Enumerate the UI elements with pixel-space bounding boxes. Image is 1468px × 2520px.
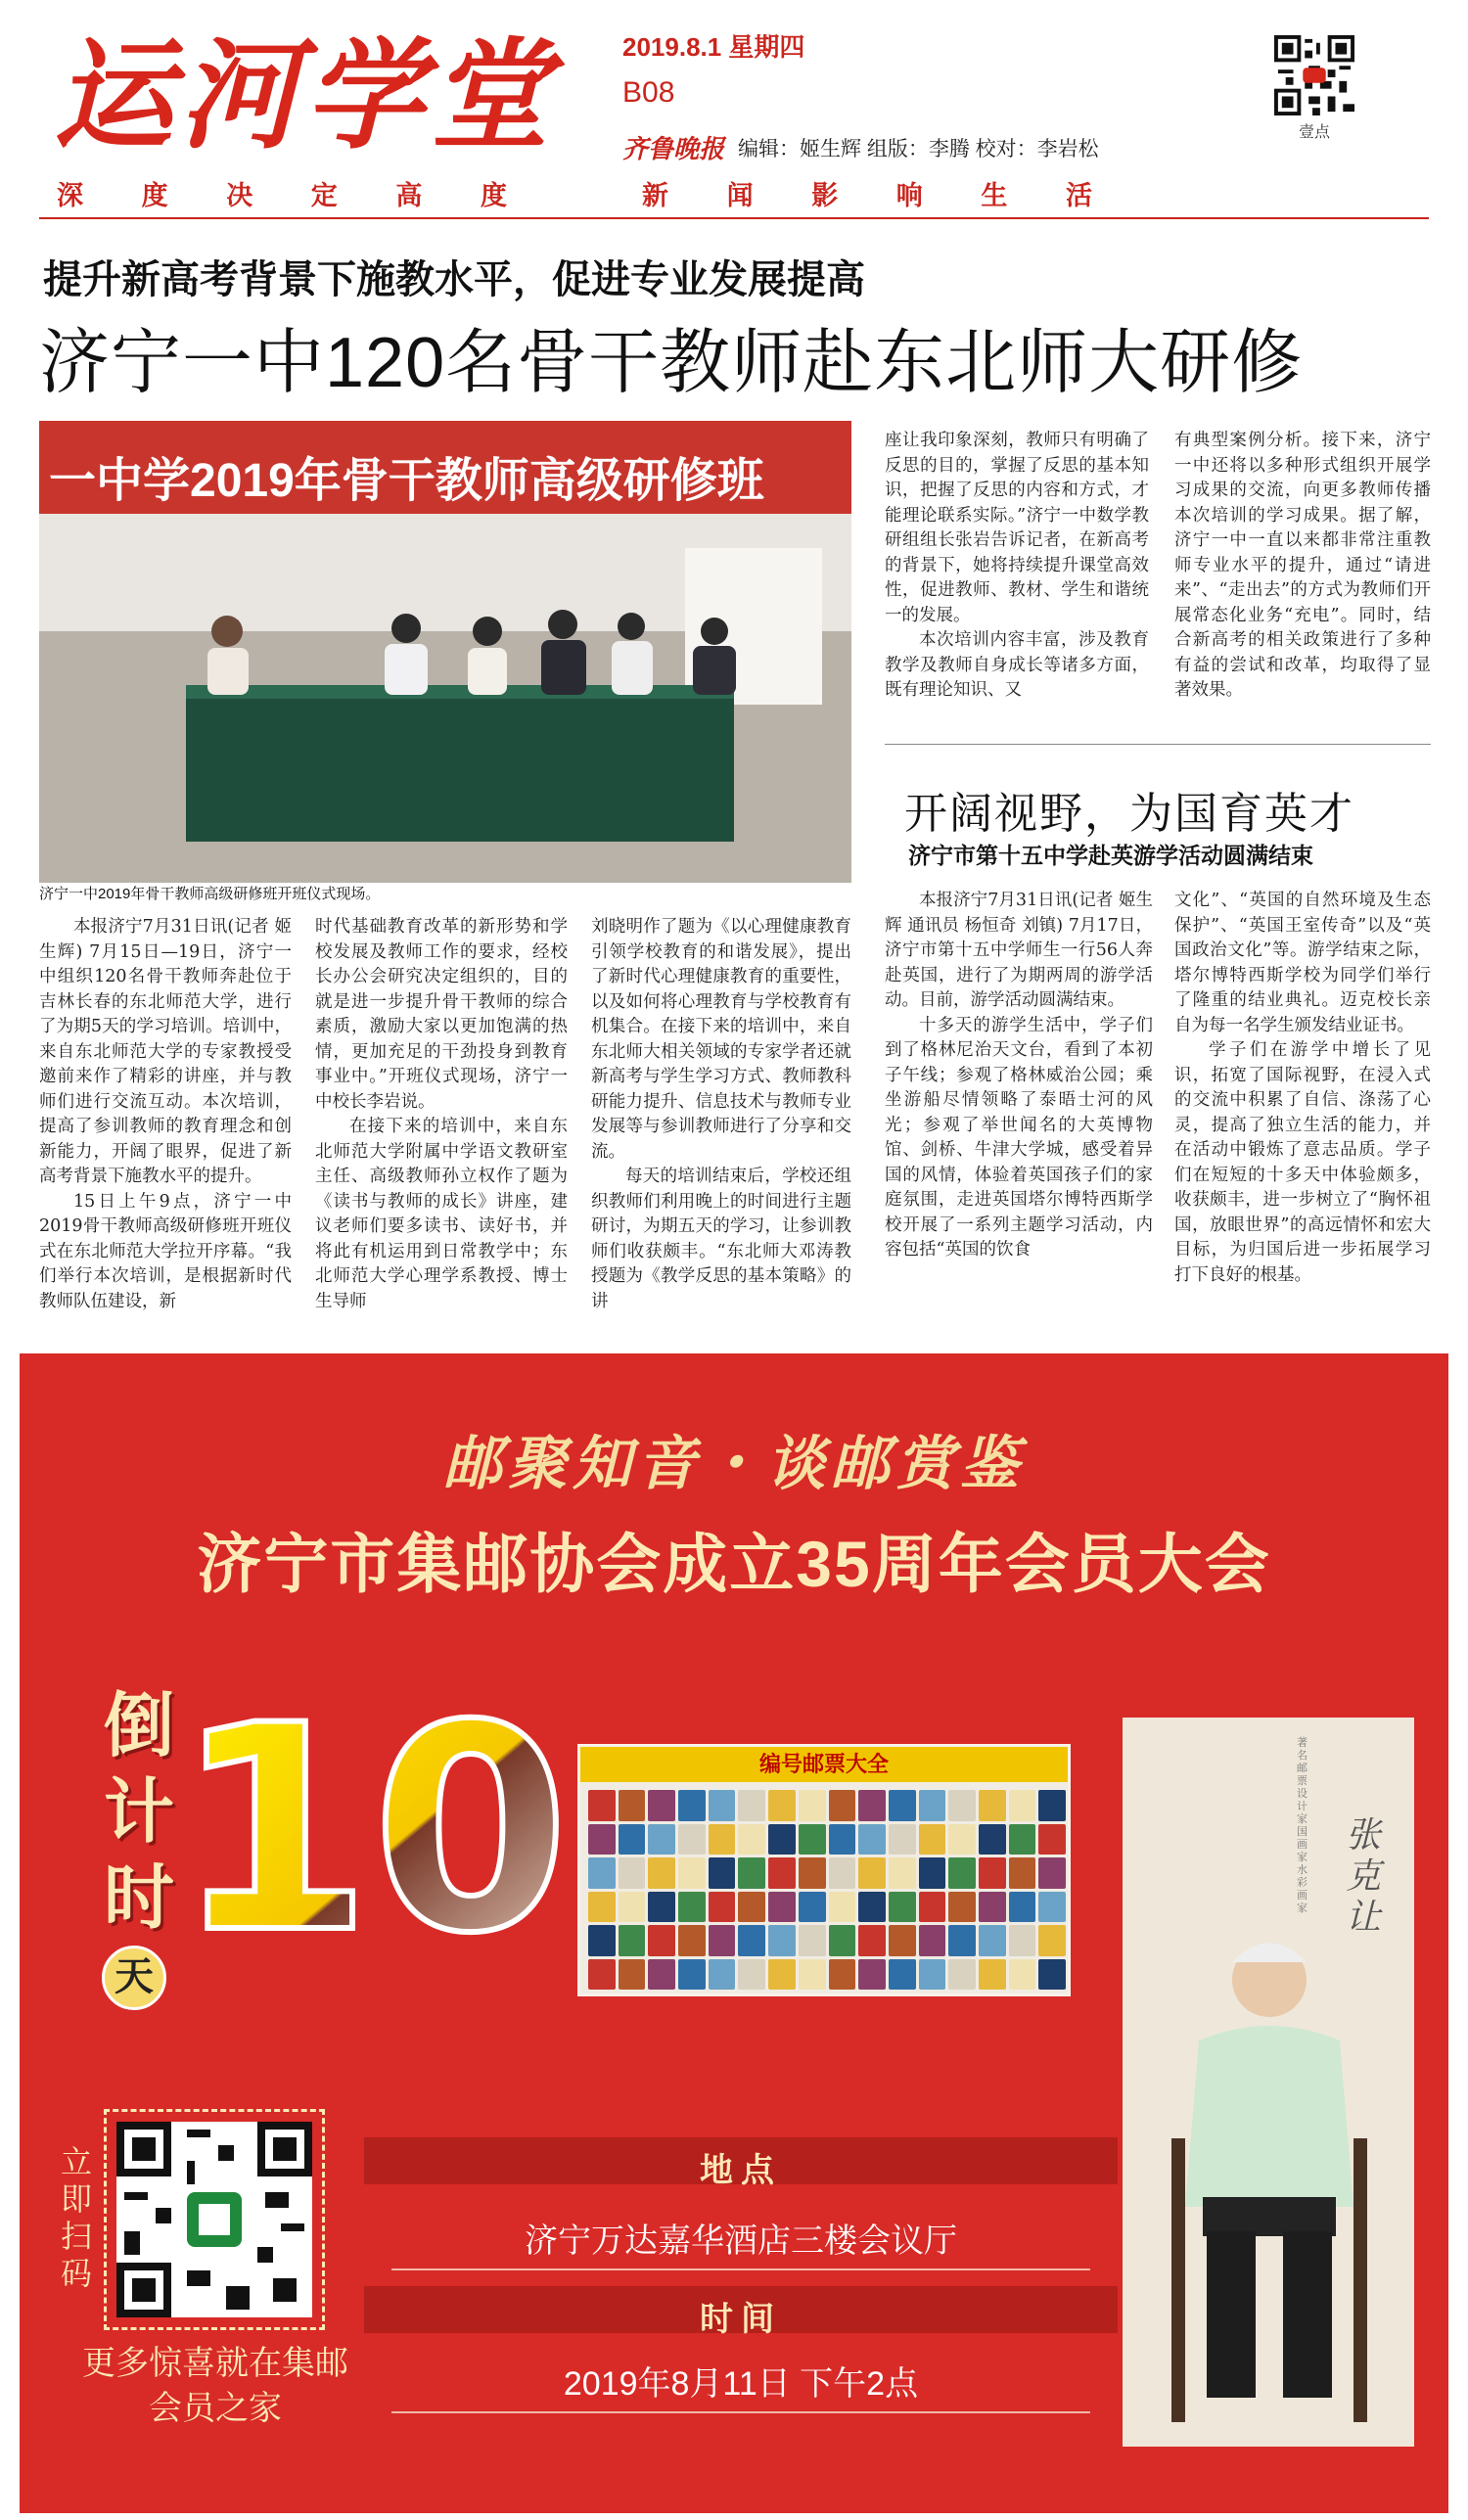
stamp-tile — [829, 1959, 856, 1991]
stamp-tile — [919, 1824, 946, 1856]
stamp-tile — [889, 1925, 916, 1956]
stamp-tile — [1038, 1857, 1066, 1889]
stamp-tile — [588, 1824, 616, 1856]
article-column-2 — [315, 915, 568, 1314]
stamp-tile — [678, 1824, 706, 1856]
second-article-column-2 — [1174, 889, 1431, 1288]
stamp-tile — [979, 1824, 1006, 1856]
stamp-tile — [678, 1857, 706, 1889]
countdown-char: 倒 — [103, 1687, 174, 1765]
masthead-rule — [39, 217, 1429, 219]
info-divider — [391, 2411, 1090, 2413]
scan-char: 扫 — [60, 2219, 92, 2254]
time-value: 2019年8月11日 下午2点 — [563, 2365, 919, 2403]
slogan-left — [57, 174, 507, 212]
stamp-tile — [619, 1824, 646, 1856]
article-column-5 — [1174, 429, 1431, 704]
stamp-tile — [1038, 1959, 1066, 1991]
stamp-tile — [648, 1892, 675, 1923]
slogan-char: 深 — [57, 181, 83, 210]
stamp-tile — [648, 1790, 675, 1821]
article-column-1 — [39, 915, 292, 1314]
qr-code-icon — [1274, 35, 1354, 115]
stamp-tile — [889, 1790, 916, 1821]
stamp-tile — [858, 1959, 886, 1991]
stamp-tile — [858, 1925, 886, 1956]
slogan-char: 定 — [310, 181, 338, 210]
portrait-signature: 张克让 — [1346, 1815, 1382, 1938]
stamp-tile — [979, 1790, 1006, 1821]
second-article-subtitle: 济宁市第十五中学赴英游学活动圆满结束 — [908, 843, 1313, 868]
slogan-right — [642, 174, 1092, 212]
stamp-tile — [619, 1857, 646, 1889]
stamp-tile — [678, 1892, 706, 1923]
stamp-grid — [588, 1790, 1066, 1990]
stamp-tile — [709, 1892, 736, 1923]
stamp-tile — [948, 1959, 976, 1991]
slogan-char: 活 — [1065, 181, 1092, 210]
paragraph: 在接下来的培训中，来自东北师范大学附属中学语文教研室主任、高级教师孙立权作了题为《读书与教师的成长》讲座，建议老师们要多读书、读好书，并将此有机运用到日常教学中；东北师范大学心理学系教授、博士生导师 — [315, 1117, 568, 1311]
stamp-tile — [648, 1857, 675, 1889]
photo-caption: 济宁一中2019年骨干教师高级研修班开班仪式现场。 — [39, 886, 381, 902]
stamp-tile — [1038, 1925, 1066, 1956]
location-label: 地点 — [700, 2152, 782, 2189]
countdown-number-graphic — [174, 1666, 570, 1995]
portrait-photo — [1123, 1718, 1414, 2447]
scan-char: 立 — [60, 2144, 92, 2179]
slogan-char: 决 — [226, 181, 253, 210]
stamp-tile — [829, 1790, 856, 1821]
paragraph: 文化”、“英国的自然环境及生态保护”、“英国王室传奇”以及“英国政治文化”等。游学结束之际，塔尔博特西斯学校为同学们举行了隆重的结业典礼。迈克校长亲自为每一名学生颁发结业证书。 — [1174, 891, 1431, 1035]
stamp-tile — [1038, 1824, 1066, 1856]
stamp-tile — [709, 1824, 736, 1856]
photo-banner-text: 一中学2019年骨干教师高级研修班 — [49, 455, 764, 507]
slogan-char: 度 — [480, 181, 507, 210]
paragraph: 刘晓明作了题为《以心理健康教育引领学校教育的和谐发展》，提出了新时代心理健康教育的重要性，以及如何将心理教育与学校教育有机集合。在接下来的培训中，来自东北师大相关领域的专家学者还就新高考与学生学习方式、教师教科研能力提升、信息技术与教师专业发展等与参训教师进行了分享和交流。 — [591, 917, 851, 1162]
stamp-tile — [948, 1892, 976, 1923]
stamp-tile — [678, 1959, 706, 1991]
stamp-tile — [1009, 1959, 1036, 1991]
stamp-tile — [799, 1824, 826, 1856]
stamp-tile — [889, 1892, 916, 1923]
stamp-tile — [768, 1892, 796, 1923]
stamp-tile — [709, 1790, 736, 1821]
stamp-tile — [799, 1857, 826, 1889]
stamp-tile — [1009, 1925, 1036, 1956]
stamp-tile — [948, 1857, 976, 1889]
article-column-4 — [885, 429, 1149, 704]
stamp-tile — [948, 1824, 976, 1856]
stamp-tile — [678, 1925, 706, 1956]
stamp-tile — [919, 1892, 946, 1923]
stamp-panel-title: 编号邮票大全 — [580, 1747, 1068, 1782]
stamp-tile — [979, 1857, 1006, 1889]
article-kicker: 提升新高考背景下施教水平，促进专业发展提高 — [43, 258, 865, 301]
paragraph: 本报济宁7月31日讯(记者 姬生辉 通讯员 杨恒奇 刘镇) 7月17日，济宁市第十五中学师生一行56人奔赴英国，进行了为期两周的游学活动。目前，游学活动圆满结束。 — [885, 891, 1153, 1010]
stamp-tile — [799, 1892, 826, 1923]
stamp-tile — [858, 1857, 886, 1889]
stamp-tile — [768, 1790, 796, 1821]
portrait-note: 著名邮票设计家 国画家 水彩画家 — [1297, 1737, 1307, 1914]
page-code: B08 — [622, 76, 675, 109]
stamp-tile — [738, 1959, 765, 1991]
stamp-tile — [919, 1790, 946, 1821]
countdown-unit: 天 — [102, 1946, 166, 2010]
stamp-tile — [948, 1790, 976, 1821]
stamp-tile — [588, 1790, 616, 1821]
stamp-tile — [948, 1925, 976, 1956]
paragraph: 每天的培训结束后，学校还组织教师们利用晚上的时间进行主题研讨，为期五天的学习，让参训教师们收获颇丰。“东北师大邓涛教授题为《教学反思的基本策略》的讲 — [591, 1167, 851, 1311]
advert-slogan: 邮聚知音・谈邮赏鉴 — [443, 1430, 1025, 1498]
paragraph: 座让我印象深刻，教师只有明确了反思的目的，掌握了反思的基本知识，把握了反思的内容和方式，才能理论联系实际。”济宁一中数学教研组组长张岩告诉记者，在新高考的背景下，她将持续提升课堂高效性，促进教师、教材、学生和谐统一的发展。 — [885, 431, 1149, 625]
stamp-tile — [588, 1925, 616, 1956]
scan-char: 即 — [60, 2181, 92, 2217]
article-divider — [885, 744, 1431, 745]
stamp-tile — [799, 1790, 826, 1821]
slogan-char: 度 — [141, 181, 168, 210]
stamp-tile — [648, 1824, 675, 1856]
stamp-tile — [1009, 1857, 1036, 1889]
countdown-number — [174, 1666, 570, 1995]
stamp-tile — [1009, 1824, 1036, 1856]
stamp-tile — [768, 1857, 796, 1889]
stamp-tile — [648, 1925, 675, 1956]
stamp-tile — [829, 1892, 856, 1923]
stamp-panel — [577, 1744, 1071, 1996]
stamp-tile — [738, 1857, 765, 1889]
info-divider — [391, 2268, 1090, 2270]
qr-code-top[interactable] — [1274, 35, 1354, 164]
stamp-tile — [738, 1925, 765, 1956]
time-label: 时间 — [700, 2301, 782, 2338]
stamp-tile — [619, 1790, 646, 1821]
stamp-tile — [979, 1959, 1006, 1991]
stamp-tile — [619, 1959, 646, 1991]
stamp-tile — [768, 1925, 796, 1956]
stamp-tile — [619, 1892, 646, 1923]
stamp-tile — [858, 1824, 886, 1856]
stamp-tile — [588, 1892, 616, 1923]
stamp-tile — [919, 1959, 946, 1991]
stamp-tile — [588, 1959, 616, 1991]
stamp-tile — [889, 1824, 916, 1856]
paragraph: 有典型案例分析。接下来，济宁一中还将以多种形式组织开展学习成果的交流，向更多教师传播本次培训的学习成果。据了解，济宁一中一直以来都非常注重教师专业水平的提升，通过“请进来”、“走出去”的方式为教师们开展常态化业务“充电”。同时，结合新高考的相关政策进行了多种有益的尝试和改革，均取得了显著效果。 — [1174, 431, 1431, 700]
second-article-column-1 — [885, 889, 1153, 1263]
stamp-tile — [829, 1857, 856, 1889]
countdown-char: 计 — [103, 1773, 174, 1852]
paragraph: 本次培训内容丰富，涉及教育教学及教师自身成长等诸多方面，既有理论知识、又 — [885, 630, 1149, 700]
editor-credits: 编辑：姬生辉 组版：李腾 校对：李岩松 — [738, 138, 1099, 160]
paragraph: 15日上午9点，济宁一中2019骨干教师高级研修班开班仪式在东北师范大学拉开序幕。“我们举行本次培训，是根据新时代教师队伍建设，新 — [39, 1191, 292, 1311]
stamp-tile — [1009, 1892, 1036, 1923]
stamp-tile — [919, 1857, 946, 1889]
stamp-tile — [979, 1925, 1006, 1956]
stamp-tile — [709, 1959, 736, 1991]
location-value: 济宁万达嘉华酒店三楼会议厅 — [525, 2222, 957, 2260]
stamp-tile — [619, 1925, 646, 1956]
stamp-tile — [709, 1925, 736, 1956]
slogan-char: 闻 — [726, 181, 754, 210]
stamp-tile — [738, 1892, 765, 1923]
stamp-tile — [1038, 1790, 1066, 1821]
slogan-char: 响 — [895, 181, 923, 210]
article-photo — [39, 421, 851, 883]
stamp-tile — [889, 1857, 916, 1889]
paragraph: 十多天的游学生活中，学子们到了格林尼治天文台，看到了本初子午线；参观了格林威治公园；乘坐游船尽情领略了泰晤士河的风光；参观了举世闻名的大英博物馆、剑桥、牛津大学城，感受着异国的风情，体验着英国孩子们的家庭氛围，走进英国塔尔博特西斯学校开展了一系列主题学习活动，内容包括“英国的饮食 — [885, 1015, 1153, 1260]
second-article-title: 开阔视野，为国育英才 — [904, 790, 1354, 838]
stamp-tile — [648, 1959, 675, 1991]
stamp-tile — [799, 1959, 826, 1991]
stamp-tile — [768, 1824, 796, 1856]
scan-prompt — [59, 2143, 94, 2292]
more-surprise-text: 更多惊喜就在集邮会员之家 — [82, 2345, 348, 2427]
stamp-tile — [919, 1925, 946, 1956]
countdown-label — [90, 1683, 188, 1942]
countdown-number-text: 10 — [174, 1666, 570, 1995]
slogan-char: 影 — [811, 181, 839, 210]
qr-code-advert[interactable] — [104, 2109, 325, 2330]
stamp-tile — [979, 1892, 1006, 1923]
paper-name: 齐鲁晚报 — [622, 135, 725, 164]
stamp-tile — [829, 1824, 856, 1856]
countdown-char: 时 — [103, 1859, 174, 1938]
stamp-tile — [829, 1925, 856, 1956]
scan-char: 码 — [60, 2256, 92, 2291]
stamp-tile — [709, 1857, 736, 1889]
stamp-tile — [588, 1857, 616, 1889]
qr-code-icon — [116, 2122, 312, 2317]
stamp-tile — [1038, 1892, 1066, 1923]
masthead-logo: 运河学堂 — [54, 24, 555, 165]
slogan-char: 高 — [395, 181, 423, 210]
paragraph: 时代基础教育改革的新形势和学校发展及教师工作的要求，经校长办公会研究决定组织的，目的就是进一步提升骨干教师的综合素质，激励大家以更加饱满的热情，更加充足的干劲投身到教育事业中。”开班仪式现场，济宁一中校长李岩说。 — [315, 917, 568, 1112]
advert-title: 济宁市集邮协会成立35周年会员大会 — [197, 1528, 1271, 1600]
article-headline: 济宁一中120名骨干教师赴东北师大研修 — [39, 324, 1304, 402]
stamp-tile — [678, 1790, 706, 1821]
stamp-tile — [889, 1959, 916, 1991]
stamp-tile — [738, 1790, 765, 1821]
stamp-tile — [799, 1925, 826, 1956]
stamp-tile — [858, 1790, 886, 1821]
stamp-tile — [1009, 1790, 1036, 1821]
issue-date: 2019.8.1 星期四 — [622, 32, 805, 62]
article-column-3 — [591, 915, 851, 1314]
paragraph: 学子们在游学中增长了见识，拓宽了国际视野，在浸入式的交流中积累了自信、涤荡了心灵，提高了独立生活的能力，并在活动中锻炼了意志品质。学子们在短短的十多天中体验颇多，收获颇丰，进一步树立了“胸怀祖国，放眼世界”的高远情怀和宏大目标，为归国后进一步拓展学习打下良好的根基。 — [1174, 1040, 1431, 1285]
slogan-char: 生 — [981, 181, 1008, 210]
stamp-tile — [858, 1892, 886, 1923]
stamp-tile — [738, 1824, 765, 1856]
stamp-tile — [768, 1959, 796, 1991]
paragraph: 本报济宁7月31日讯(记者 姬生辉) 7月15日—19日，济宁一中组织120名骨干教师奔赴位于吉林长春的东北师范大学，进行了为期5天的学习培训。培训中，来自东北师范大学的专家教授受邀前来作了精彩的讲座，并与教师们进行交流互动。本次培训，提高了参训教师的教育理念和创新能力，开阔了眼界，促进了新高考背景下施教水平的提升。 — [39, 917, 292, 1186]
slogan-char: 新 — [642, 181, 668, 210]
qr-label: 壹点 — [1298, 124, 1330, 141]
